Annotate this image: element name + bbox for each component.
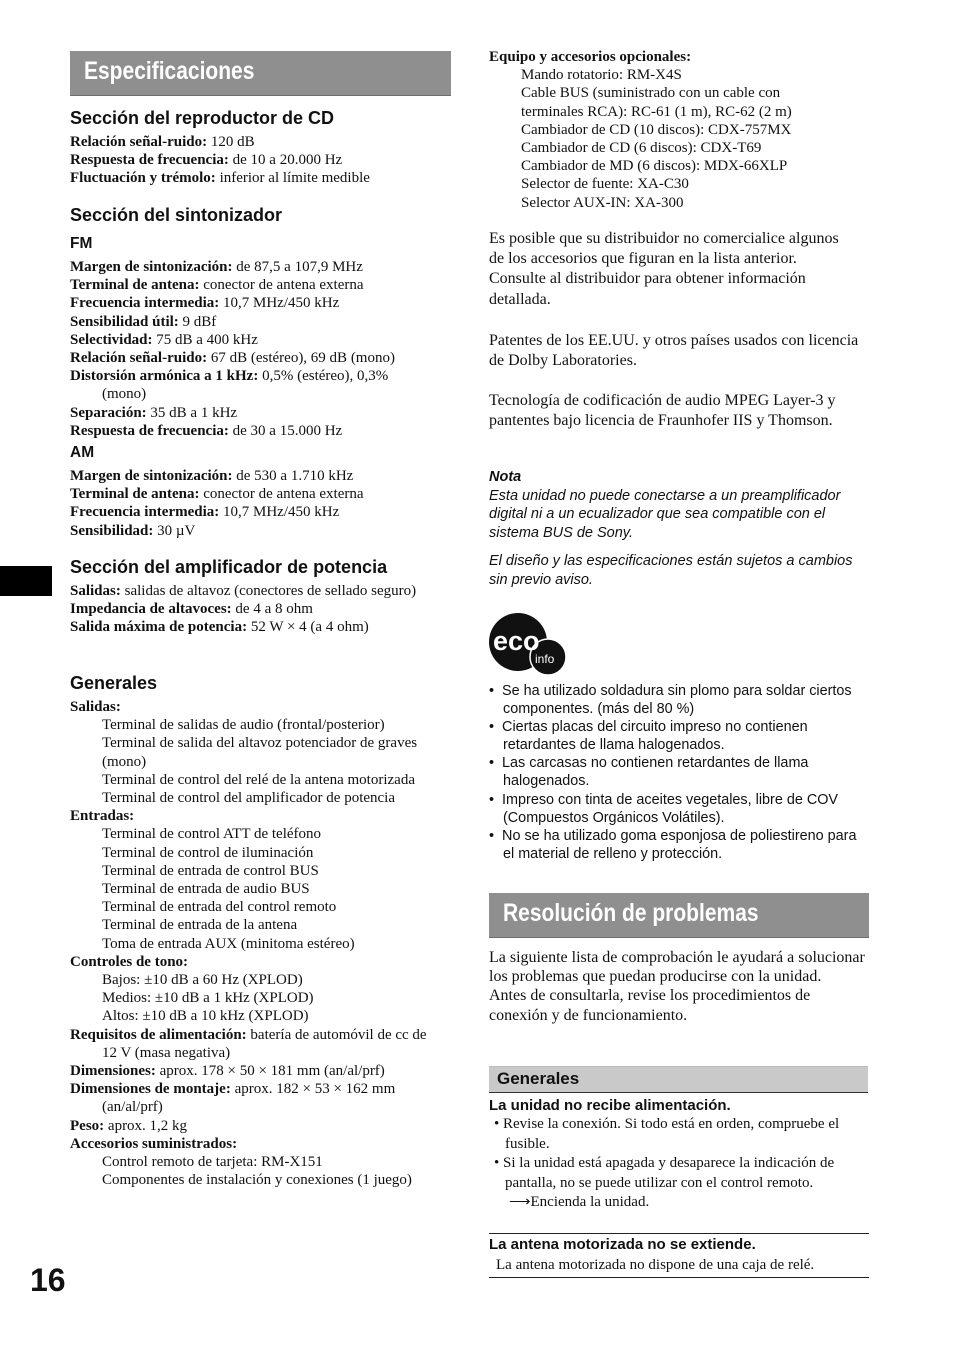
optional-item: Cambiador de CD (6 discos): CDX-T69 — [521, 140, 762, 157]
fm-label: FM — [70, 235, 93, 252]
spec-line: Sensibilidad útil: 9 dBf — [70, 313, 217, 330]
trouble-intro — [489, 948, 869, 1025]
optional-item: Cambiador de MD (6 discos): MDX-66XLP — [521, 158, 788, 175]
cd-specs — [70, 133, 452, 188]
spec-line: Dimensiones de montaje: aprox. 182 × 53 × 162 mm (an/al/prf) — [70, 1081, 396, 1116]
spec-line: Selectividad: 75 dB a 400 kHz — [70, 331, 258, 348]
section-title-text: Resolución de problemas — [503, 899, 759, 927]
spec-line: Salidas: salidas de altavoz (conectores de sellado seguro) — [70, 583, 417, 599]
tone-item: Altos: ±10 dB a 10 kHz (XPLOD) — [102, 1008, 309, 1025]
output-item: Terminal de control del amplificador de potencia — [102, 790, 395, 807]
spec-line: Frecuencia intermedia: 10,7 MHz/450 kHz — [70, 295, 340, 312]
tone-label: Controles de tono: — [70, 953, 189, 970]
optional-accessories — [489, 48, 861, 212]
optional-item: Cable BUS (suministrado con un cable con terminales RCA): RC-61 (1 m), RC-62 (2 m) — [521, 85, 792, 120]
arrow-right-icon: ⟶ — [509, 1194, 531, 1210]
inputs-label: Entradas: — [70, 808, 135, 825]
spec-line: Impedancia de altavoces: de 4 a 8 ohm — [70, 601, 313, 618]
am-specs — [70, 467, 452, 540]
note-text: Esta unidad no puede conectarse a un preamplificador digital ni a un ecualizador que sea compatible con el sistema BUS de Sony. — [489, 487, 841, 541]
paragraph-text: Patentes de los EE.UU. y otros países usados con licencia de Dolby Laboratories. — [489, 332, 859, 370]
tone-item: Medios: ±10 dB a 1 kHz (XPLOD) — [102, 990, 314, 1007]
divider — [489, 1233, 869, 1234]
spec-line: Separación: 35 dB a 1 kHz — [70, 404, 238, 421]
side-tab-marker — [0, 566, 52, 596]
page-number: 16 — [30, 1262, 66, 1298]
problem-heading: La antena motorizada no se extiende. — [489, 1236, 756, 1253]
intro-text-2: Antes de consultarla, revise los procedimientos de conexión y de funcionamiento. — [489, 987, 811, 1024]
problem-answer — [496, 1256, 868, 1274]
subsection-title: Generales — [497, 1069, 580, 1088]
spec-line: Peso: aprox. 1,2 kg — [70, 1117, 188, 1134]
intro-text: La siguiente lista de comprobación le ayudará a solucionar los problemas que puedan producirse con la unidad. — [489, 949, 865, 986]
problem-heading: La unidad no recibe alimentación. — [489, 1097, 731, 1114]
accessory-item: Control remoto de tarjeta: RM-X151 — [102, 1154, 323, 1171]
general-specs — [70, 698, 442, 1189]
answer-text: La antena motorizada no dispone de una caja de relé. — [496, 1257, 815, 1273]
paragraph-text: Es posible que su distribuidor no comercialice algunos de los accesorios que figuran en la lista anterior. Consulte al distribuidor para obtener información detallada. — [489, 230, 839, 308]
problem-solutions — [492, 1115, 870, 1213]
spec-line: Dimensiones: aprox. 178 × 50 × 181 mm (an/al/prf) — [70, 1063, 385, 1080]
outputs-label: Salidas: — [70, 699, 121, 715]
note-title: Nota — [489, 469, 522, 485]
paragraph-mpeg — [489, 391, 869, 431]
eco-bullet-list — [489, 682, 861, 863]
optional-item: Mando rotatorio: RM-X4S — [521, 67, 682, 84]
paragraph-text: Tecnología de codificación de audio MPEG Layer-3 y pantentes bajo licencia de Fraunhofer IIS y Thomson. — [489, 392, 836, 430]
section-title-especificaciones — [70, 51, 451, 96]
spec-line: Relación señal-ruido: 67 dB (estéreo), 69 dB (mono) — [70, 350, 395, 367]
spec-line: Salida máxima de potencia: 52 W × 4 (a 4 ohm) — [70, 619, 369, 636]
spec-line: Frecuencia intermedia: 10,7 MHz/450 kHz — [70, 504, 340, 521]
am-label: AM — [70, 444, 95, 461]
info-text: info — [535, 652, 555, 666]
output-item: Terminal de salida del altavoz potenciador de graves (mono) — [102, 735, 418, 770]
input-item: Terminal de control de iluminación — [102, 844, 314, 861]
spec-line: Terminal de antena: conector de antena externa — [70, 277, 364, 294]
input-item: Toma de entrada AUX (minitoma estéreo) — [102, 935, 355, 952]
spec-line: Respuesta de frecuencia: de 30 a 15.000 Hz — [70, 422, 343, 439]
tone-item: Bajos: ±10 dB a 60 Hz (XPLOD) — [102, 972, 303, 989]
cd-heading: Sección del reproductor de CD — [70, 108, 335, 128]
paragraph-dolby — [489, 331, 861, 371]
solution-item: • Revise la conexión. Si todo está en orden, compruebe el fusible. — [494, 1116, 840, 1152]
accessory-item: Componentes de instalación y conexiones (1 juego) — [102, 1172, 412, 1189]
input-item: Terminal de entrada de la antena — [102, 917, 298, 934]
solution-item: • Si la unidad está apagada y desaparece la indicación de pantalla, no se puede utilizar con el control remoto. — [494, 1155, 835, 1191]
input-item: Terminal de entrada del control remoto — [102, 899, 337, 916]
spec-line: Margen de sintonización: de 530 a 1.710 kHz — [70, 468, 354, 484]
amp-heading: Sección del amplificador de potencia — [70, 557, 388, 577]
eco-bullet: • Impreso con tinta de aceites vegetales, libre de COV (Compuestos Orgánicos Volátiles). — [489, 791, 839, 826]
section-title-text: Especificaciones — [84, 57, 255, 85]
output-item: Terminal de salidas de audio (frontal/posterior) — [102, 717, 385, 734]
optional-item: Selector AUX-IN: XA-300 — [521, 194, 684, 211]
eco-text: eco — [493, 626, 540, 656]
spec-line: Relación señal-ruido: 120 dB — [70, 134, 255, 150]
note-box — [489, 468, 861, 589]
input-item: Terminal de entrada de audio BUS — [102, 881, 310, 898]
spec-line: Respuesta de frecuencia: de 10 a 20.000 Hz — [70, 152, 343, 169]
input-item: Terminal de control ATT de teléfono — [102, 826, 322, 843]
spec-line: Requisitos de alimentación: batería de automóvil de cc de 12 V (masa negativa) — [70, 1026, 427, 1061]
accessories-label: Accesorios suministrados: — [70, 1135, 238, 1152]
eco-bullet: • Las carcasas no contienen retardantes de llama halogenados. — [489, 755, 809, 790]
optional-item: Selector de fuente: XA-C30 — [521, 176, 689, 193]
eco-bullet: • Se ha utilizado soldadura sin plomo para soldar ciertos componentes. (más del 80 %) — [489, 683, 852, 718]
solution-action: ⟶Encienda la unidad. — [509, 1194, 650, 1210]
spec-line: Margen de sintonización: de 87,5 a 107,9 MHz — [70, 259, 363, 275]
divider — [489, 1277, 869, 1278]
spec-line: Sensibilidad: 30 µV — [70, 522, 196, 539]
section-title-resolucion — [489, 893, 869, 938]
tuner-heading: Sección del sintonizador — [70, 205, 283, 225]
optional-label: Equipo y accesorios opcionales: — [489, 49, 692, 65]
input-item: Terminal de entrada de control BUS — [102, 862, 319, 879]
eco-bullet: • Ciertas placas del circuito impreso no contienen retardantes de llama halogenados. — [489, 719, 808, 754]
eco-info-logo — [489, 610, 569, 676]
note-text-2: El diseño y las especificaciones están sujetos a cambios sin previo aviso. — [489, 553, 853, 588]
spec-line: Distorsión armónica a 1 kHz: 0,5% (estéreo), 0,3% (mono) — [70, 368, 389, 403]
spec-line: Terminal de antena: conector de antena externa — [70, 486, 364, 503]
optional-item: Cambiador de CD (10 discos): CDX-757MX — [521, 121, 792, 138]
paragraph-distributor — [489, 229, 851, 310]
general-heading: Generales — [70, 673, 158, 693]
amp-specs — [70, 582, 440, 637]
subsection-generales — [489, 1066, 868, 1093]
output-item: Terminal de control del relé de la antena motorizada — [102, 771, 415, 788]
fm-specs — [70, 258, 452, 440]
spec-line: Fluctuación y trémolo: inferior al límite medible — [70, 170, 370, 187]
eco-bullet: • No se ha utilizado goma esponjosa de poliestireno para el material de relleno y protección. — [489, 827, 857, 862]
